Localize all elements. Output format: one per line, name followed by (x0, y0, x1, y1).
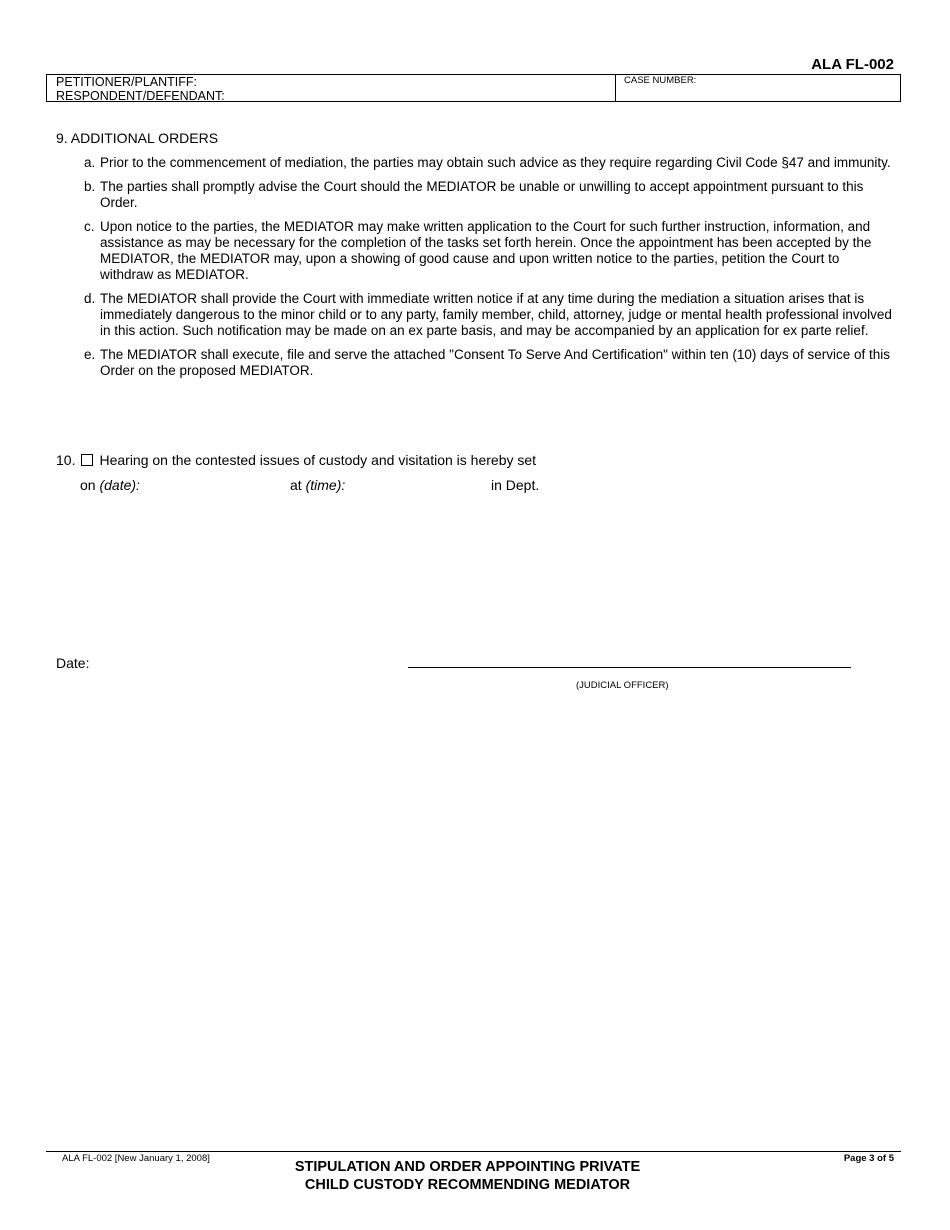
page-number: Page 3 of 5 (843, 1153, 894, 1164)
item-number: 10. (56, 452, 76, 468)
order-text: The MEDIATOR shall provide the Court with immediate written notice if at any time during the mediation a situation arises that is immediately dangerous to the minor child or to any party, family member, child, attorney, judge or mental health professional involved in this action. Such notification may be made on an ex parte basis, and may be accompanied by an application for ex parte relief. (100, 291, 892, 338)
judicial-officer-caption: (JUDICIAL OFFICER) (576, 680, 669, 691)
order-item (84, 347, 894, 379)
signature-date-field[interactable]: Date: (56, 655, 90, 671)
order-letter: d. (84, 291, 96, 306)
hearing-date-field[interactable] (80, 477, 140, 493)
order-text: The parties shall promptly advise the Court should the MEDIATOR be unable or unwilling to accept appointment pursuant to this Order. (100, 179, 864, 210)
hearing-item (56, 452, 536, 468)
hearing-time-field[interactable] (290, 477, 345, 493)
case-number-label: CASE NUMBER: (624, 75, 697, 86)
footer-divider (46, 1151, 901, 1152)
at-label: at (290, 477, 302, 493)
form-revision: ALA FL-002 [New January 1, 2008] (62, 1153, 210, 1164)
order-letter: a. (84, 155, 96, 170)
form-title-line-1: STIPULATION AND ORDER APPOINTING PRIVATE (294, 1159, 641, 1175)
order-letter: b. (84, 179, 96, 194)
hearing-dept-field[interactable]: in Dept. (491, 477, 540, 493)
order-text: Upon notice to the parties, the MEDIATOR may make written application to the Court for such further instruction, information, and assistance as may be necessary for the completion of the tasks set forth herein. Once the appointment has been accepted by the MEDIATOR, the MEDIATOR may, upon a showing of good cause and upon written notice to the parties, petition the Court to withdraw as MEDIATOR. (100, 219, 872, 282)
party-names (47, 75, 616, 101)
order-letter: e. (84, 347, 96, 362)
form-title (0, 1158, 950, 1194)
order-letter: c. (84, 219, 95, 234)
section-9-title: 9. ADDITIONAL ORDERS (56, 130, 219, 146)
order-item (84, 291, 894, 339)
date-label: (date): (99, 477, 140, 493)
case-caption (46, 74, 901, 102)
respondent-label: RESPONDENT/DEFENDANT: (56, 89, 225, 103)
form-id: ALA FL-002 (811, 56, 894, 73)
time-label: (time): (305, 477, 346, 493)
signature-line[interactable] (408, 667, 851, 668)
order-item (84, 179, 894, 211)
form-title-line-2: CHILD CUSTODY RECOMMENDING MEDIATOR (304, 1177, 631, 1193)
petitioner-label: PETITIONER/PLANTIFF: (56, 75, 197, 89)
hearing-checkbox[interactable] (81, 454, 93, 466)
hearing-text: Hearing on the contested issues of custody and visitation is hereby set (99, 452, 537, 468)
on-label: on (80, 477, 96, 493)
order-item (84, 219, 894, 283)
order-item (84, 155, 894, 171)
order-text: The MEDIATOR shall execute, file and serve the attached "Consent To Serve And Certification" within ten (10) days of service of this Order on the proposed MEDIATOR. (100, 347, 890, 378)
order-text: Prior to the commencement of mediation, the parties may obtain such advice as they require regarding Civil Code §47 and immunity. (100, 155, 891, 170)
additional-orders-list (84, 155, 894, 387)
